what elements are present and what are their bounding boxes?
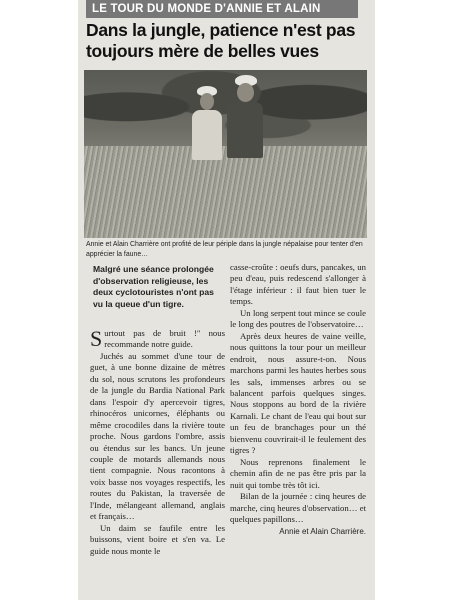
article-photo bbox=[84, 70, 367, 238]
drop-cap: S bbox=[90, 326, 103, 351]
text-column-left bbox=[90, 328, 225, 557]
paragraph: casse-croûte : oeufs durs, pancakes, un peu d'eau, puis redescend s'allonger à l'étage inférieur : il faut bien tuer le temps. bbox=[230, 262, 366, 307]
text-column-right bbox=[230, 262, 366, 538]
newspaper-clipping bbox=[78, 0, 375, 600]
paragraph: Un long serpent tout mince se coule le long des poutres de l'observatoire… bbox=[230, 307, 366, 330]
paragraph: Nous reprenons finalement le chemin afin de ne pas être pris par la nuit qui tombe très tôt ici. bbox=[230, 456, 366, 490]
person-alain bbox=[222, 72, 268, 232]
author-signature: Annie et Alain Charrière. bbox=[279, 527, 366, 537]
torso bbox=[192, 110, 222, 160]
paragraph: Bilan de la journée : cinq heures de marche, cinq heures d'observation… et quelques papillons… bbox=[230, 491, 366, 524]
face bbox=[237, 83, 254, 102]
torso bbox=[227, 102, 263, 158]
article-headline: Dans la jungle, patience n'est pas toujours mère de belles vues bbox=[86, 20, 356, 61]
paragraph: Après deux heures de vaine veille, nous quittons la tour pour un meilleur endroit, nous assure-t-on. Nous marchons parmi les hautes herbes sous les sals, immenses arbres ou se balancent parfois quelques singes. Nous stoppons au bord de la rivière Karnali. Le chant de l'eau qui bout sur un feu de branchages pour un thé bienvenu couvrirait-il le feulement des tigres ? bbox=[230, 330, 366, 456]
paragraph: Surtout pas de bruit !" nous recommande notre guide. bbox=[90, 326, 225, 351]
article-intro: Malgré une séance prolongée d'observation religieuse, les deux cyclotouristes n'ont pas vu la queue d'un tigre. bbox=[93, 264, 214, 309]
paragraph: Juchés au sommet d'une tour de guet, à une bonne dizaine de mètres du sol, nous scrutons les profondeurs de la jungle du Bardia National Park dans l'espoir d'y apercevoir tigres, rhinocéros unicornes, éléphants ou même crocodiles dans la rivière toute proche. Nous gardons l'ombre, assis ou étendus sur les bancs. Un jeune couple de motards allemands nous tient compagnie. Nous racontons à voix basse nos voyages respectifs, les routes du Pakistan, la traversée de l'Inde, mélangeant allemand, anglais et français… bbox=[90, 350, 225, 522]
paragraph: Un daim se faufile entre les buissons, vient boire et s'en va. Le guide nous monte le bbox=[90, 522, 225, 556]
face bbox=[200, 93, 214, 110]
photo-caption: Annie et Alain Charrière ont profité de leur périple dans la jungle népalaise pour tenter d'en apprécier la faune… bbox=[86, 241, 363, 258]
section-kicker: LE TOUR DU MONDE D'ANNIE ET ALAIN bbox=[86, 0, 358, 18]
